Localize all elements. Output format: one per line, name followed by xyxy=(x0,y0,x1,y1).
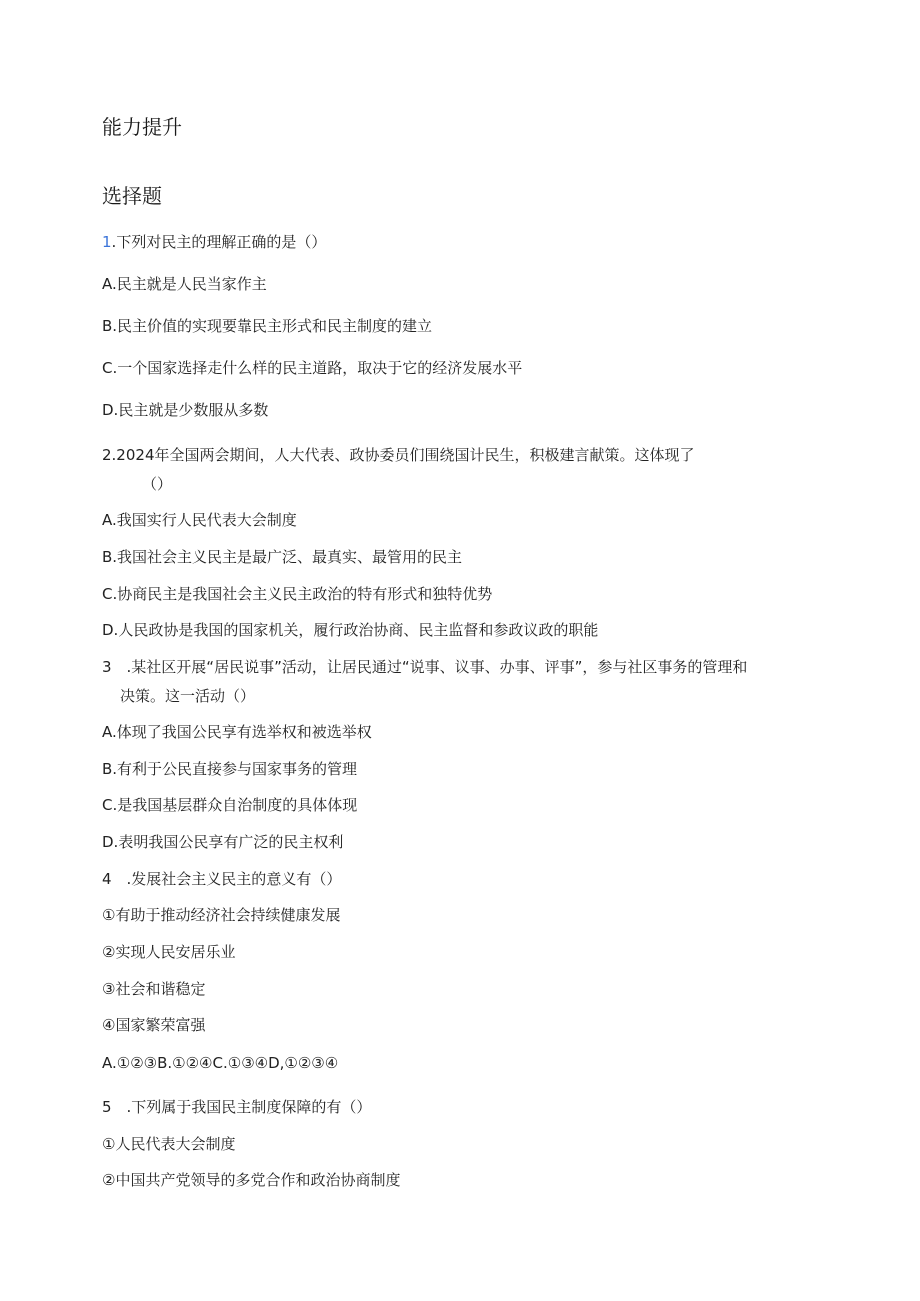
question-1-option-b: B.民主价值的实现要靠民主形式和民主制度的建立 xyxy=(102,317,433,335)
question-2-option-a: A.我国实行人民代表大会制度 xyxy=(102,511,297,529)
question-4-item-2: ②实现人民安居乐业 xyxy=(102,943,236,961)
question-2-stem: 2.2024年全国两会期间，人大代表、政协委员们围绕国计民生，积极建言献策。这体现了 xyxy=(102,446,695,464)
question-2-stem-cont: （） xyxy=(142,475,173,493)
question-2-option-c: C.协商民主是我国社会主义民主政治的特有形式和独特优势 xyxy=(102,585,493,603)
question-1-option-a: A.民主就是人民当家作主 xyxy=(102,275,267,293)
section-heading: 选择题 xyxy=(102,184,162,208)
question-2-option-b: B.我国社会主义民主是最广泛、最真实、最管用的民主 xyxy=(102,548,463,566)
question-4-choices: A.①②③B.①②④C.①③④D,①②③④ xyxy=(102,1054,339,1072)
question-1-option-d: D.民主就是少数服从多数 xyxy=(102,401,269,419)
question-4-item-3: ③社会和谐稳定 xyxy=(102,980,206,998)
question-3-option-d: D.表明我国公民享有广泛的民主权利 xyxy=(102,833,344,851)
question-3-option-b: B.有利于公民直接参与国家事务的管理 xyxy=(102,760,358,778)
page-heading: 能力提升 xyxy=(102,115,182,139)
question-2-option-d: D.人民政协是我国的国家机关，履行政治协商、民主监督和参政议政的职能 xyxy=(102,621,599,639)
question-3-option-a: A.体现了我国公民享有选举权和被选举权 xyxy=(102,723,372,741)
question-3-stem: 3 .某社区开展“居民说事”活动，让居民通过“说事、议事、办事、评事”，参与社区事务的管理和 xyxy=(102,658,748,676)
question-5-stem: 5 .下列属于我国民主制度保障的有（） xyxy=(102,1098,372,1116)
question-5-item-1: ①人民代表大会制度 xyxy=(102,1135,236,1153)
question-4-item-4: ④国家繁荣富强 xyxy=(102,1016,206,1034)
question-3-stem-cont: 决策。这一活动（） xyxy=(120,687,256,705)
question-3-option-c: C.是我国基层群众自治制度的具体体现 xyxy=(102,796,358,814)
question-1-option-c: C.一个国家选择走什么样的民主道路，取决于它的经济发展水平 xyxy=(102,359,523,377)
question-4-item-1: ①有助于推动经济社会持续健康发展 xyxy=(102,906,341,924)
question-4-stem: 4 .发展社会主义民主的意义有（） xyxy=(102,870,342,888)
question-5-item-2: ②中国共产党领导的多党合作和政治协商制度 xyxy=(102,1171,401,1189)
question-1-stem xyxy=(102,232,326,252)
question-1-number: 1 xyxy=(102,233,112,251)
question-1-text: .下列对民主的理解正确的是（） xyxy=(111,233,327,251)
